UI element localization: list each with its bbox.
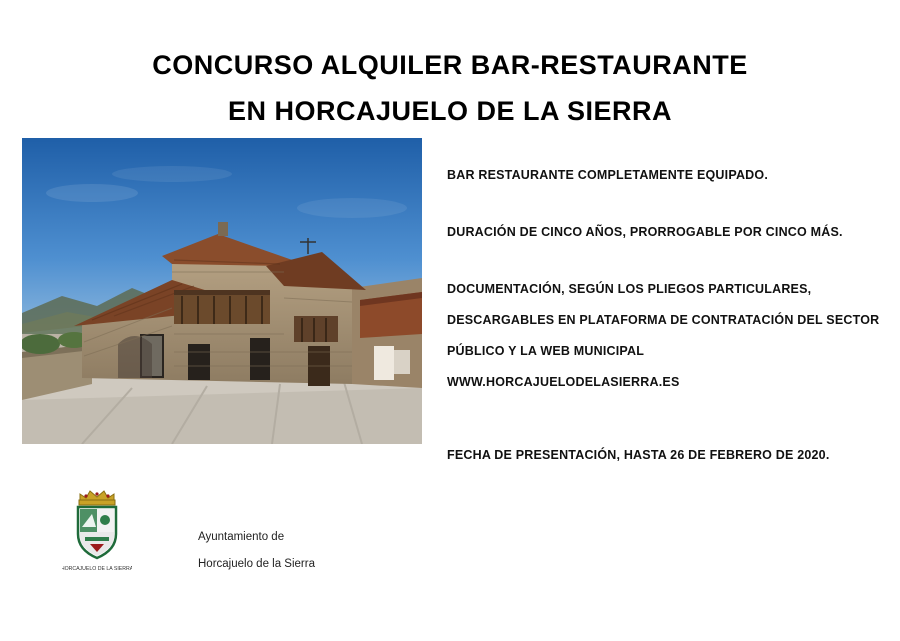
title-line-2: EN HORCAJUELO DE LA SIERRA [227,96,673,126]
body-line-4: DESCARGABLES EN PLATAFORMA DE CONTRATACIÓN DEL SECTOR [447,313,880,327]
body-line-3: DOCUMENTACIÓN, SEGÚN LOS PLIEGOS PARTICULARES, [447,282,812,296]
photo-illustration [22,138,422,444]
poster-body [447,160,887,471]
org-line-2: Horcajuelo de la Sierra [198,558,315,570]
website-url[interactable]: WWW.HORCAJUELODELASIERRA.ES [447,375,680,389]
organization-name [198,524,315,578]
coat-of-arms-icon [62,480,132,575]
org-line-1: Ayuntamiento de [198,531,285,543]
page-title [0,42,900,134]
body-line-5: PÚBLICO Y LA WEB MUNICIPAL [447,344,645,358]
crest-motto: HORCAJUELO DE LA SIERRA [62,566,132,572]
title-line-1: CONCURSO ALQUILER BAR-RESTAURANTE [152,50,748,80]
stone-house-photo [22,138,422,444]
deadline-line: FECHA DE PRESENTACIÓN, HASTA 26 DE FEBRERO DE 2020. [447,448,830,462]
body-line-2: DURACIÓN DE CINCO AÑOS, PRORROGABLE POR CINCO MÁS. [447,225,843,239]
footer [62,480,482,590]
body-line-1: BAR RESTAURANTE COMPLETAMENTE EQUIPADO. [447,168,768,182]
